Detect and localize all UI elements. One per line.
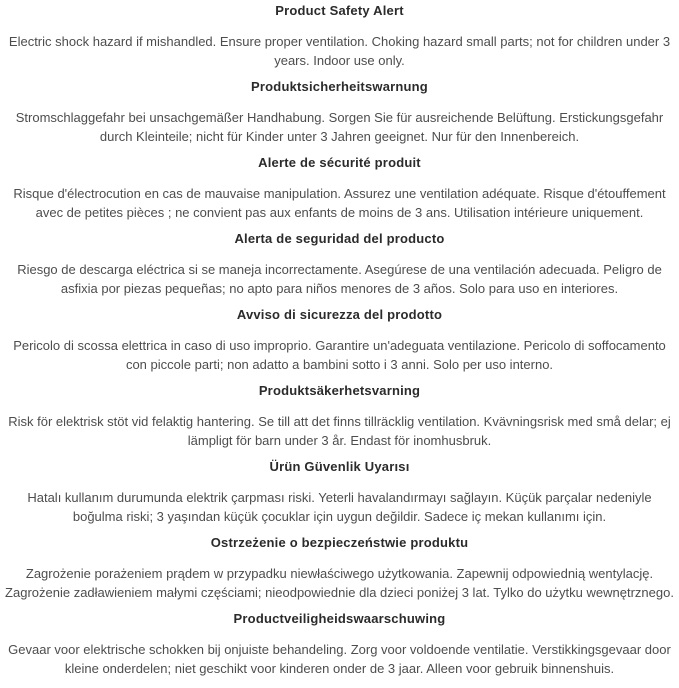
safety-alert-body-text: Gevaar voor elektrische schokken bij onjuiste behandeling. Zorg voor voldoende ventilatie. Verstikkingsgevaar door kleine onderdelen; niet geschikt voor kinderen onder de 3 jaar. Alleen voor gebruik binnenshuis. <box>8 642 671 676</box>
safety-alert-section <box>4 229 675 298</box>
safety-alert-title: Produktsäkerhetsvarning <box>258 383 421 398</box>
safety-alert-title: Produktsicherheitswarnung <box>251 79 428 94</box>
safety-alert-title: Alerte de sécurité produit <box>258 155 421 170</box>
safety-alert-title: Ostrzeżenie o bezpieczeństwie produktu <box>210 535 469 550</box>
safety-alert-section <box>4 381 675 450</box>
safety-alert-section <box>4 153 675 222</box>
safety-alert-body-text: Stromschlaggefahr bei unsachgemäßer Handhabung. Sorgen Sie für ausreichende Belüftung. Erstickungsgefahr durch Kleinteile; nicht für Kinder unter 3 Jahren geeignet. Nur für den Innenbereich. <box>15 110 664 144</box>
safety-alert-section <box>4 457 675 526</box>
safety-alert-body-text: Hatalı kullanım durumunda elektrik çarpması riski. Yeterli havalandırmayı sağlayın. Küçük parçalar nedeniyle boğulma riski; 3 yaşından küçük çocuklar için uygun değildir. Sadece iç mekan kullanımı için. <box>27 490 652 524</box>
safety-alert-section <box>4 1 675 70</box>
safety-alert-body-text: Pericolo di scossa elettrica in caso di uso improprio. Garantire un'adeguata ventilazione. Pericolo di soffocamento con piccole parti; non adatto a bambini sotto i 3 anni. Solo per uso interno. <box>13 338 666 372</box>
safety-alert-section <box>4 77 675 146</box>
safety-alert-body-text: Riesgo de descarga eléctrica si se maneja incorrectamente. Asegúrese de una ventilación adecuada. Peligro de asfixia por piezas pequeñas; no apto para niños menores de 3 años. Solo para uso en interiores. <box>17 262 662 296</box>
safety-alert-section <box>4 609 675 678</box>
safety-alert-title: Alerta de seguridad del producto <box>234 231 445 246</box>
safety-alert-body-text: Risk för elektrisk stöt vid felaktig hantering. Se till att det finns tillräcklig ventilation. Kvävningsrisk med små delar; ej lämpligt för barn under 3 år. Endast för inomhusbruk. <box>8 414 671 448</box>
safety-alert-body-text: Zagrożenie porażeniem prądem w przypadku niewłaściwego użytkowania. Zapewnij odpowiednią wentylację. Zagrożenie zadławieniem małymi częściami; nieodpowiednie dla dzieci poniżej 3 lat. Tylko do użytku wewnętrznego. <box>5 566 674 600</box>
safety-alert-title: Product Safety Alert <box>275 3 404 18</box>
safety-alert-section <box>4 305 675 374</box>
safety-alert-title: Avviso di sicurezza del prodotto <box>236 307 443 322</box>
safety-alert-body-text: Electric shock hazard if mishandled. Ensure proper ventilation. Choking hazard small parts; not for children under 3 years. Indoor use only. <box>8 34 671 68</box>
safety-alert-body-text: Risque d'électrocution en cas de mauvaise manipulation. Assurez une ventilation adéquate. Risque d'étouffement avec de petites pièces ; ne convient pas aux enfants de moins de 3 ans. Utilisation intérieure uniquement. <box>13 186 666 220</box>
safety-alert-title: Ürün Güvenlik Uyarısı <box>269 459 410 474</box>
safety-alert-title: Productveiligheidswaarschuwing <box>233 611 446 626</box>
safety-alert-section <box>4 533 675 602</box>
